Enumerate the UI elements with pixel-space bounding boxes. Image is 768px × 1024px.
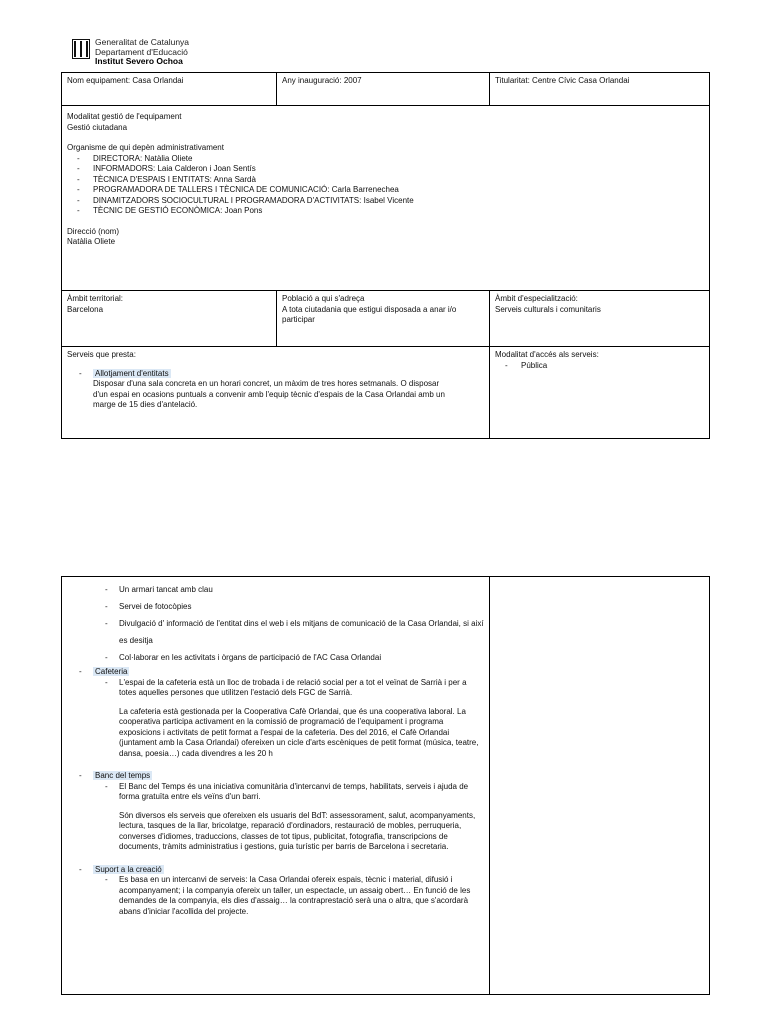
suport-creacio-list <box>67 875 484 917</box>
list-item: - TÈCNIC DE GESTIÓ ECONÒMICA: Joan Pons <box>77 206 704 217</box>
especialitzacio-label: Àmbit d'especialització: <box>495 294 578 303</box>
ambit-territorial-value: Barcelona <box>67 304 104 314</box>
entitats-services-list <box>67 581 484 666</box>
banc-temps-heading: - Banc del temps <box>67 771 484 782</box>
modalitat-gestio-label: Modalitat gestió de l'equipament <box>67 112 182 121</box>
list-item: - L'espai de la cafeteria està un lloc de trobada i de relació social per a tot el veïnat de Sarrià i per a totes aquelles persones que utilitzen l'estació dels FGC de Sarrià. <box>67 678 484 699</box>
banc-temps-list <box>67 782 484 803</box>
services-continued-cell <box>62 577 490 995</box>
cafeteria-list <box>67 678 484 699</box>
serveis-label: Serveis que presta: <box>67 350 136 359</box>
list-item: - Es basa en un intercanvi de serveis: la Casa Orlandai ofereix espais, tècnic i material, difusió i acompanyament; i la companyia ofereix un taller, un espectacle, un assaig obert… En funció de les demandes de la companyia, els dies d'assaig… la contraprestació serà una o altra, que s'acordarà abans d'iniciar l'acollida del projecte. <box>67 875 484 917</box>
list-item: - DIRECTORA: Natàlia Oliete <box>77 154 704 165</box>
list-item: - Divulgació d' informació de l'entitat dins el web i els mitjans de comunicació de la Casa Orlandai, si així es desitja <box>67 615 484 649</box>
titularitat-cell: Titularitat: Centre Cívic Casa Orlandai <box>490 73 710 106</box>
modalitat-gestio-value: Gestió ciutadana <box>67 122 128 132</box>
organisme-list <box>67 154 704 217</box>
list-item: - Col·laborar en les activitats i òrgans de participació de l'AC Casa Orlandai <box>67 649 484 666</box>
ambit-territorial-cell <box>62 291 277 347</box>
table-row <box>62 347 710 439</box>
list-item: - Pública <box>505 361 704 372</box>
acces-label: Modalitat d'accés als serveis: <box>495 350 599 359</box>
list-item: - DINAMITZADORS SOCIOCULTURAL I PROGRAMADORA D'ACTIVITATS: Isabel Vicente <box>77 196 704 207</box>
poblacio-label: Població a qui s'adreça <box>282 294 365 303</box>
table-row <box>62 106 710 291</box>
nom-equipament-cell: Nom equipament: Casa Orlandai <box>62 73 277 106</box>
letterhead-institute: Institut Severo Ochoa <box>95 56 183 66</box>
allotjament-text: Disposar d'una sala concreta en un horari concret, un màxim de tres hores setmanals. O disposar d'un espai en ocasions puntuals a convenir amb l'equip tècnic d'espais de la Casa Orlandai amb un marge de 15 dies d'antelació. <box>93 379 445 409</box>
direccio-value: Natàlia Oliete <box>67 237 116 246</box>
poblacio-cell <box>277 291 490 347</box>
list-item: - INFORMADORS: Laia Calderon i Joan Sentís <box>77 164 704 175</box>
serveis-cell <box>62 347 490 439</box>
table-row <box>62 291 710 347</box>
letterhead-line-1: Generalitat de Catalunya <box>95 37 190 47</box>
letterhead <box>72 38 189 67</box>
letterhead-text <box>95 38 189 67</box>
cafeteria-heading: - Cafeteria <box>67 667 484 678</box>
list-item: - El Banc del Temps és una iniciativa comunitària d'intercanvi de temps, habilitats, serveis i ajuda de forma gratuïta entre els veïns d'un barri. <box>67 782 484 803</box>
banc-temps-paragraph: Són diversos els serveis que ofereixen els usuaris del BdT: assessorament, salut, acompanyaments, lectura, tasques de la llar, bricolatge, reparació d'ordinadors, restauració de mobles, perruqueria, converses d'idiomes, traduccions, classes de tot tipus, publicitat, fotografia, transcripcions de documents, tràmits administratius i gestions, guia turístic per barris de Barcelona i secretaria. <box>119 810 476 851</box>
letterhead-line-2: Departament d'Educació <box>95 46 188 57</box>
especialitzacio-cell <box>490 291 710 347</box>
especialitzacio-value: Serveis culturals i comunitaris <box>495 304 601 314</box>
any-inauguracio-cell: Any inauguració: 2007 <box>277 73 490 106</box>
acces-list <box>495 361 704 372</box>
services-continued-table <box>61 576 710 995</box>
generalitat-logo-icon <box>72 39 90 59</box>
gestio-cell <box>62 106 710 291</box>
organisme-label: Organisme de qui depèn administrativament <box>67 143 224 152</box>
direccio-label: Direcció (nom) <box>67 226 120 236</box>
list-item: - TÈCNICA D'ESPAIS I ENTITATS: Anna Sardà <box>77 175 704 186</box>
list-item: - PROGRAMADORA DE TALLERS I TÈCNICA DE COMUNICACIÓ: Carla Barrenechea <box>77 185 704 196</box>
acces-cell <box>490 347 710 439</box>
poblacio-value: A tota ciutadania que estigui disposada a anar i/o participar <box>282 304 457 324</box>
table-row <box>62 577 710 995</box>
suport-creacio-heading: - Suport a la creació <box>67 865 484 876</box>
list-item: - Servei de fotocòpies <box>67 598 484 615</box>
cafeteria-paragraph: La cafeteria està gestionada per la Cooperativa Cafè Orlandai, que és una cooperativa laboral. La cooperativa participa activament en la comissió de programació de l'equipament i programa exposicions i activitats de petit format a l'espai de la cafeteria. Des del 2016, el Cafè Orlandai (juntament amb la Casa Orlandai) ofereixen un cicle d'arts escèniques de petit format (música, teatre, dansa, poesia…) cada divendres a les 20 h <box>119 706 479 758</box>
allotjament-heading: - Allotjament d'entitats <box>67 369 484 380</box>
list-item: - Un armari tancat amb clau <box>67 581 484 598</box>
equipment-form-table <box>61 72 710 439</box>
table-row <box>62 73 710 106</box>
ambit-territorial-label: Àmbit territorial: <box>67 294 124 303</box>
empty-right-cell <box>490 577 710 995</box>
